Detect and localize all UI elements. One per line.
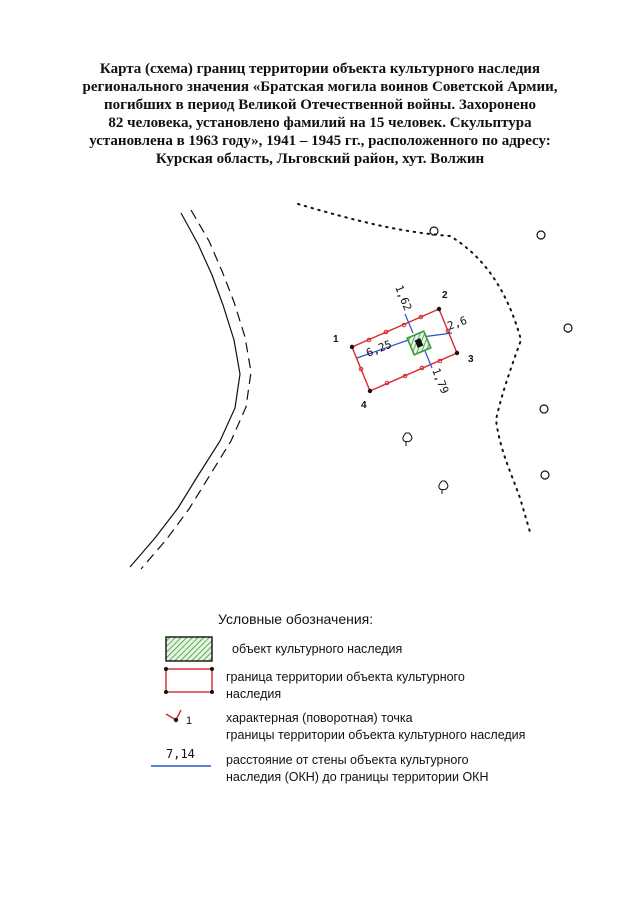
legend-object-label: объект культурного наследия xyxy=(232,642,403,656)
point-label-3: 3 xyxy=(468,354,474,365)
legend-title: Условные обозначения: xyxy=(218,611,374,627)
legend-point-number: 1 xyxy=(186,715,193,727)
distance-label-1-62: 1,62 xyxy=(392,283,415,313)
tree-circle-icon xyxy=(540,405,548,413)
legend-boundary-label-1: граница территории объекта культурного xyxy=(226,670,465,684)
legend-boundary-label-2: наследия xyxy=(226,687,282,701)
legend-hatch-swatch xyxy=(165,636,213,662)
title-line-3: погибших в период Великой Отечественной войны. Захоронено xyxy=(104,97,536,113)
point-label-1: 1 xyxy=(333,334,339,345)
legend-distance-label-2: наследия (ОКН) до границы территории ОКН xyxy=(226,770,489,784)
title-line-4: 82 человека, установлено фамилий на 15 человек. Скульптура xyxy=(108,115,532,131)
distance-lines xyxy=(357,314,452,368)
distance-label-6-25: 6,25 xyxy=(364,337,394,360)
legend-distance-label-1: расстояние от стены объекта культурного xyxy=(226,753,469,767)
point-label-4: 4 xyxy=(361,400,367,411)
title-line-6: Курская область, Льговский район, хут. Волжин xyxy=(155,151,485,167)
title-line-2: регионального значения «Братская могила воинов Советской Армии, xyxy=(82,79,558,95)
legend-distance-sample: 7,14 xyxy=(166,747,195,761)
legend-point-label-2: границы территории объекта культурного наследия xyxy=(226,728,526,742)
point-label-2: 2 xyxy=(442,290,448,301)
distance-label-2-6: 2,6 xyxy=(445,313,469,333)
heritage-object xyxy=(407,331,431,355)
distance-label-1-79: 1,79 xyxy=(429,366,452,396)
road-inner-dashed-line xyxy=(141,210,251,569)
settlement-dotted-line xyxy=(298,204,530,532)
legend-distance-line xyxy=(150,763,212,769)
title-line-1: Карта (схема) границ территории объекта культурного наследия xyxy=(99,61,541,77)
tree-glyph-icon xyxy=(403,433,412,446)
title-line-5: установлена в 1963 году», 1941 – 1945 гг., расположенного по адресу: xyxy=(89,133,551,149)
legend-point-label-1: характерная (поворотная) точка xyxy=(226,711,413,725)
road-outer-line xyxy=(130,213,240,567)
tree-glyph-icon xyxy=(439,481,448,494)
tree-circle-icon xyxy=(541,471,549,479)
tree-circle-icon xyxy=(564,324,572,332)
legend-boundary-swatch xyxy=(164,667,214,695)
tree-circle-icon xyxy=(537,231,545,239)
